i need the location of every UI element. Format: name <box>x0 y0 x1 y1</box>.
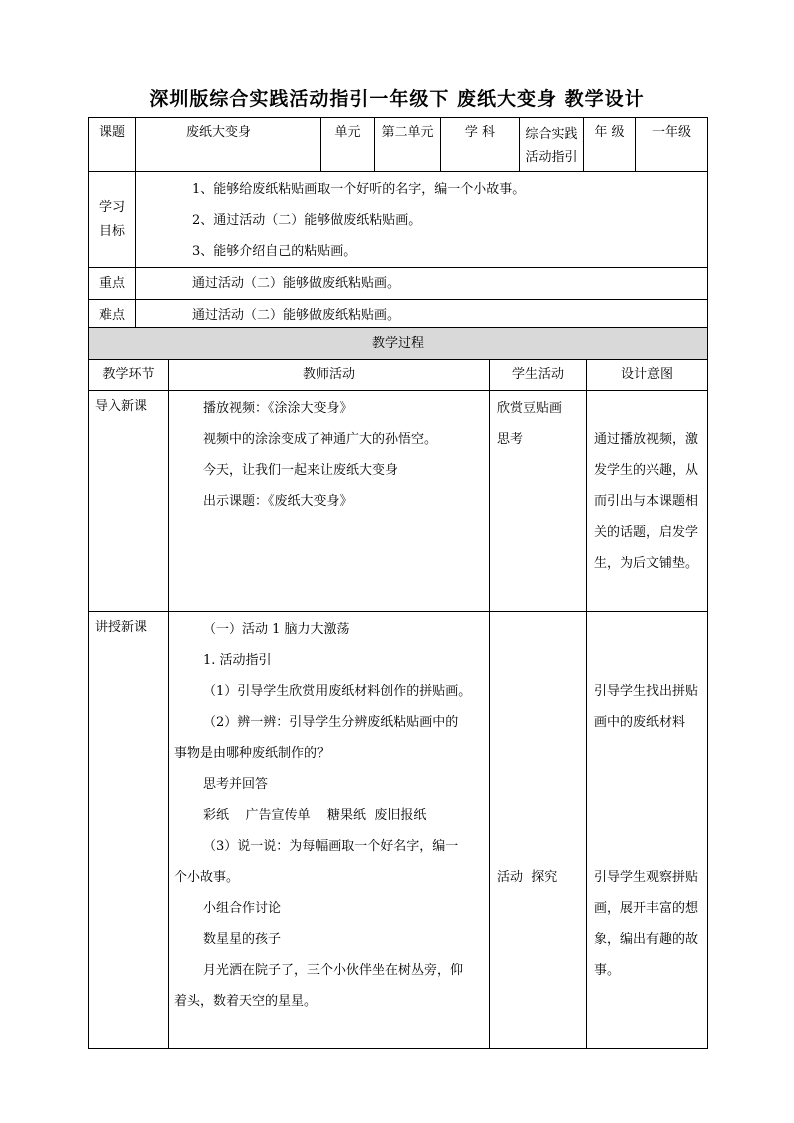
intro-design-intent <box>587 391 708 612</box>
teacher-line: 思考并回答 <box>203 777 269 792</box>
difficulty-text: 通过活动（二）能够做废纸粘贴画。 <box>136 300 708 332</box>
teacher-line: 视频中的涂涂变成了神通广大的孙悟空。 <box>203 432 438 447</box>
topic-value: 废纸大变身 <box>136 118 321 172</box>
subject-value <box>520 118 584 172</box>
teacher-line: 小组合作讨论 <box>203 901 282 916</box>
teacher-line: 数星星的孩子 <box>203 932 282 947</box>
subject-value-line-1: 综合实践 <box>525 127 578 142</box>
teacher-line: （2）辨一辨：引导学生分辨废纸粘贴画中的 <box>203 715 459 730</box>
column-header-teacher: 教师活动 <box>169 360 490 391</box>
column-header-student: 学生活动 <box>490 360 587 391</box>
grade-value: 一年级 <box>636 118 708 172</box>
process-columns-row <box>89 360 708 391</box>
teacher-line: 个小故事。 <box>174 870 240 885</box>
student-line: 欣赏豆贴画 <box>497 401 563 416</box>
lesson-info-table <box>88 117 708 332</box>
objectives-list <box>136 172 708 268</box>
objectives-label-line-1: 学习 <box>98 199 125 215</box>
unit-label: 单元 <box>321 118 375 172</box>
objective-item: 3、能够介绍自己的粘贴画。 <box>192 244 357 259</box>
process-heading: 教学过程 <box>89 328 708 360</box>
teacher-line: 出示课题：《废纸大变身》 <box>203 494 353 509</box>
objective-item: 1、能够给废纸粘贴画取一个好听的名字，编一个小故事。 <box>192 182 526 197</box>
column-header-intent: 设计意图 <box>587 360 708 391</box>
teacher-line: 事物是由哪种废纸制作的？ <box>174 746 331 761</box>
new-lesson-student-activity <box>490 612 587 1049</box>
teacher-line: 播放视频：《涂涂大变身》 <box>203 401 353 416</box>
key-point-label: 重点 <box>89 268 136 300</box>
new-lesson-row <box>89 612 708 1049</box>
teacher-line: 彩纸 广告宣传单 糖果纸 废旧报纸 <box>203 808 427 823</box>
new-lesson-teacher-activity <box>169 612 490 1049</box>
key-point-text: 通过活动（二）能够做废纸粘贴画。 <box>136 268 708 300</box>
subject-value-line-2: 活动指引 <box>525 150 578 165</box>
intent-text: 通过播放视频，激发学生的兴趣，从而引出与本课题相关的话题，启发学生，为后文铺垫。 <box>594 432 699 571</box>
objective-item: 2、通过活动（二）能够做废纸粘贴画。 <box>192 213 422 228</box>
teaching-process-table <box>88 327 708 1049</box>
intro-stage: 导入新课 <box>89 391 169 612</box>
objectives-label <box>89 172 136 268</box>
teacher-line: 今天，让我们一起来让废纸大变身 <box>203 463 399 478</box>
column-header-stage: 教学环节 <box>89 360 169 391</box>
unit-value: 第二单元 <box>375 118 441 172</box>
teacher-line: 月光洒在院子了，三个小伙伴坐在树丛旁，仰 <box>203 963 464 978</box>
grade-label: 年 级 <box>584 118 636 172</box>
process-heading-row <box>89 328 708 360</box>
teacher-line: （1）引导学生欣赏用废纸材料创作的拼贴画。 <box>203 684 472 699</box>
info-row <box>89 118 708 172</box>
difficulty-label: 难点 <box>89 300 136 332</box>
intro-teacher-activity <box>169 391 490 612</box>
new-lesson-stage: 讲授新课 <box>89 612 169 1049</box>
objectives-row <box>89 172 708 268</box>
student-line: 思考 <box>497 432 524 447</box>
intro-student-activity <box>490 391 587 612</box>
objectives-label-line-2: 目标 <box>98 223 125 239</box>
student-line: 活动 探究 <box>497 870 558 885</box>
topic-label: 课题 <box>89 118 136 172</box>
document-title: 深圳版综合实践活动指引一年级下 废纸大变身 教学设计 <box>149 88 645 110</box>
key-point-row <box>89 268 708 300</box>
teacher-line: （一）活动 1 脑力大激荡 <box>203 622 350 637</box>
teacher-line: 着头，数着天空的星星。 <box>174 994 318 1009</box>
intro-row <box>89 391 708 612</box>
intent-text: 引导学生找出拼贴画中的废纸材料 <box>594 684 699 730</box>
teacher-line: （3）说一说：为每幅画取一个好名字，编一 <box>203 839 459 854</box>
subject-label: 学 科 <box>441 118 520 172</box>
teacher-line: 1. 活动指引 <box>203 653 272 668</box>
intent-text: 引导学生观察拼贴画，展开丰富的想象，编出有趣的故事。 <box>594 870 699 978</box>
new-lesson-design-intent <box>587 612 708 1049</box>
